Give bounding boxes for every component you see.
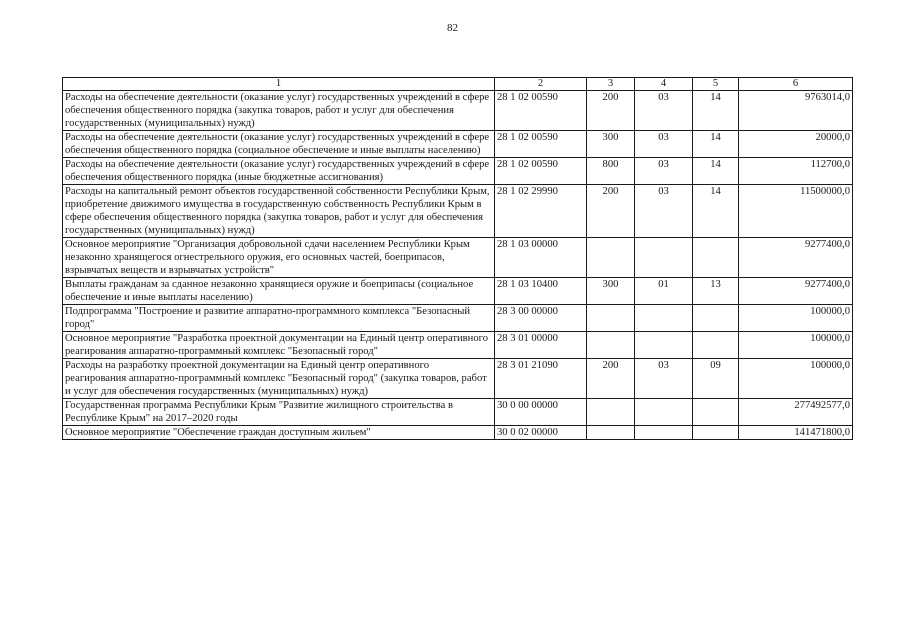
row-col-3 <box>587 426 635 440</box>
row-description: Расходы на капитальный ремонт объектов государственной собственности Республики Крым, приобретение движимого имущества в государственную собственность Республики Крым в сфере обеспечения общественного порядка (закупка товаров, работ и услуг для обеспечения государственных (муниципальных) нужд) <box>63 185 495 238</box>
row-description: Подпрограмма "Построение и развитие аппаратно-программного комплекса "Безопасный город" <box>63 305 495 332</box>
row-col-3: 200 <box>587 185 635 238</box>
row-col-4: 03 <box>635 91 693 131</box>
table-row <box>63 91 853 131</box>
row-col-3: 300 <box>587 131 635 158</box>
row-amount: 100000,0 <box>739 305 853 332</box>
row-col-5: 13 <box>693 278 739 305</box>
row-code: 28 1 02 00590 <box>495 158 587 185</box>
header-col-5: 5 <box>693 78 739 91</box>
row-description: Расходы на обеспечение деятельности (оказание услуг) государственных учреждений в сфере обеспечения общественного порядка (закупка товаров, работ и услуг для обеспечения государственных (муниципальных) нужд) <box>63 91 495 131</box>
row-col-3: 300 <box>587 278 635 305</box>
row-amount: 141471800,0 <box>739 426 853 440</box>
row-col-3: 200 <box>587 91 635 131</box>
header-col-6: 6 <box>739 78 853 91</box>
budget-table <box>62 77 853 440</box>
table-row <box>63 158 853 185</box>
row-col-4 <box>635 305 693 332</box>
row-col-5 <box>693 305 739 332</box>
row-col-4 <box>635 332 693 359</box>
row-col-5 <box>693 332 739 359</box>
row-col-4: 03 <box>635 185 693 238</box>
row-code: 30 0 02 00000 <box>495 426 587 440</box>
row-col-4 <box>635 399 693 426</box>
row-code: 28 1 03 00000 <box>495 238 587 278</box>
row-amount: 9277400,0 <box>739 238 853 278</box>
row-code: 28 3 01 00000 <box>495 332 587 359</box>
row-col-5 <box>693 238 739 278</box>
table-row <box>63 238 853 278</box>
row-col-4: 03 <box>635 359 693 399</box>
row-amount: 9277400,0 <box>739 278 853 305</box>
row-amount: 100000,0 <box>739 332 853 359</box>
row-code: 28 1 02 00590 <box>495 131 587 158</box>
row-amount: 277492577,0 <box>739 399 853 426</box>
row-amount: 20000,0 <box>739 131 853 158</box>
row-col-5: 14 <box>693 185 739 238</box>
row-col-3 <box>587 305 635 332</box>
row-col-5 <box>693 399 739 426</box>
table-row <box>63 359 853 399</box>
row-col-5: 14 <box>693 158 739 185</box>
row-amount: 112700,0 <box>739 158 853 185</box>
row-col-3 <box>587 399 635 426</box>
header-col-2: 2 <box>495 78 587 91</box>
row-col-5: 14 <box>693 131 739 158</box>
header-col-3: 3 <box>587 78 635 91</box>
row-code: 28 1 02 29990 <box>495 185 587 238</box>
row-col-4: 03 <box>635 158 693 185</box>
row-col-5: 09 <box>693 359 739 399</box>
row-col-4 <box>635 426 693 440</box>
row-description: Расходы на обеспечение деятельности (оказание услуг) государственных учреждений в сфере обеспечения общественного порядка (социальное обеспечение и иные выплаты населению) <box>63 131 495 158</box>
header-col-1: 1 <box>63 78 495 91</box>
row-col-3 <box>587 238 635 278</box>
row-amount: 11500000,0 <box>739 185 853 238</box>
table-row <box>63 278 853 305</box>
row-col-4: 03 <box>635 131 693 158</box>
row-description: Основное мероприятие "Разработка проектной документации на Единый центр оперативного реагирования аппаратно-программный комплекс "Безопасный город" <box>63 332 495 359</box>
page-number: 82 <box>447 22 458 34</box>
row-col-5: 14 <box>693 91 739 131</box>
row-amount: 9763014,0 <box>739 91 853 131</box>
row-code: 30 0 00 00000 <box>495 399 587 426</box>
table-row <box>63 131 853 158</box>
row-col-3: 200 <box>587 359 635 399</box>
row-description: Основное мероприятие "Организация добровольной сдачи населением Республики Крым незаконно хранящегося огнестрельного оружия, его основных частей, боеприпасов, взрывчатых веществ и взрывчатых устройств" <box>63 238 495 278</box>
row-code: 28 3 00 00000 <box>495 305 587 332</box>
table-row <box>63 426 853 440</box>
table-row <box>63 305 853 332</box>
table-row <box>63 185 853 238</box>
row-col-3 <box>587 332 635 359</box>
row-description: Расходы на обеспечение деятельности (оказание услуг) государственных учреждений в сфере обеспечения общественного порядка (иные бюджетные ассигнования) <box>63 158 495 185</box>
table-row <box>63 332 853 359</box>
row-col-4 <box>635 238 693 278</box>
row-description: Расходы на разработку проектной документации на Единый центр оперативного реагирования аппаратно-программный комплекс "Безопасный город" (закупка товаров, работ и услуг для обеспечения государственных (муниципальных) нужд) <box>63 359 495 399</box>
row-code: 28 1 03 10400 <box>495 278 587 305</box>
row-col-3: 800 <box>587 158 635 185</box>
row-code: 28 1 02 00590 <box>495 91 587 131</box>
row-description: Государственная программа Республики Крым "Развитие жилищного строительства в Республике Крым" на 2017–2020 годы <box>63 399 495 426</box>
row-col-5 <box>693 426 739 440</box>
row-code: 28 3 01 21090 <box>495 359 587 399</box>
row-col-4: 01 <box>635 278 693 305</box>
header-row <box>63 78 853 91</box>
row-description: Основное мероприятие "Обеспечение граждан доступным жильем" <box>63 426 495 440</box>
row-description: Выплаты гражданам за сданное незаконно хранящиеся оружие и боеприпасы (социальное обеспечение и иные выплаты населению) <box>63 278 495 305</box>
header-col-4: 4 <box>635 78 693 91</box>
row-amount: 100000,0 <box>739 359 853 399</box>
table-row <box>63 399 853 426</box>
